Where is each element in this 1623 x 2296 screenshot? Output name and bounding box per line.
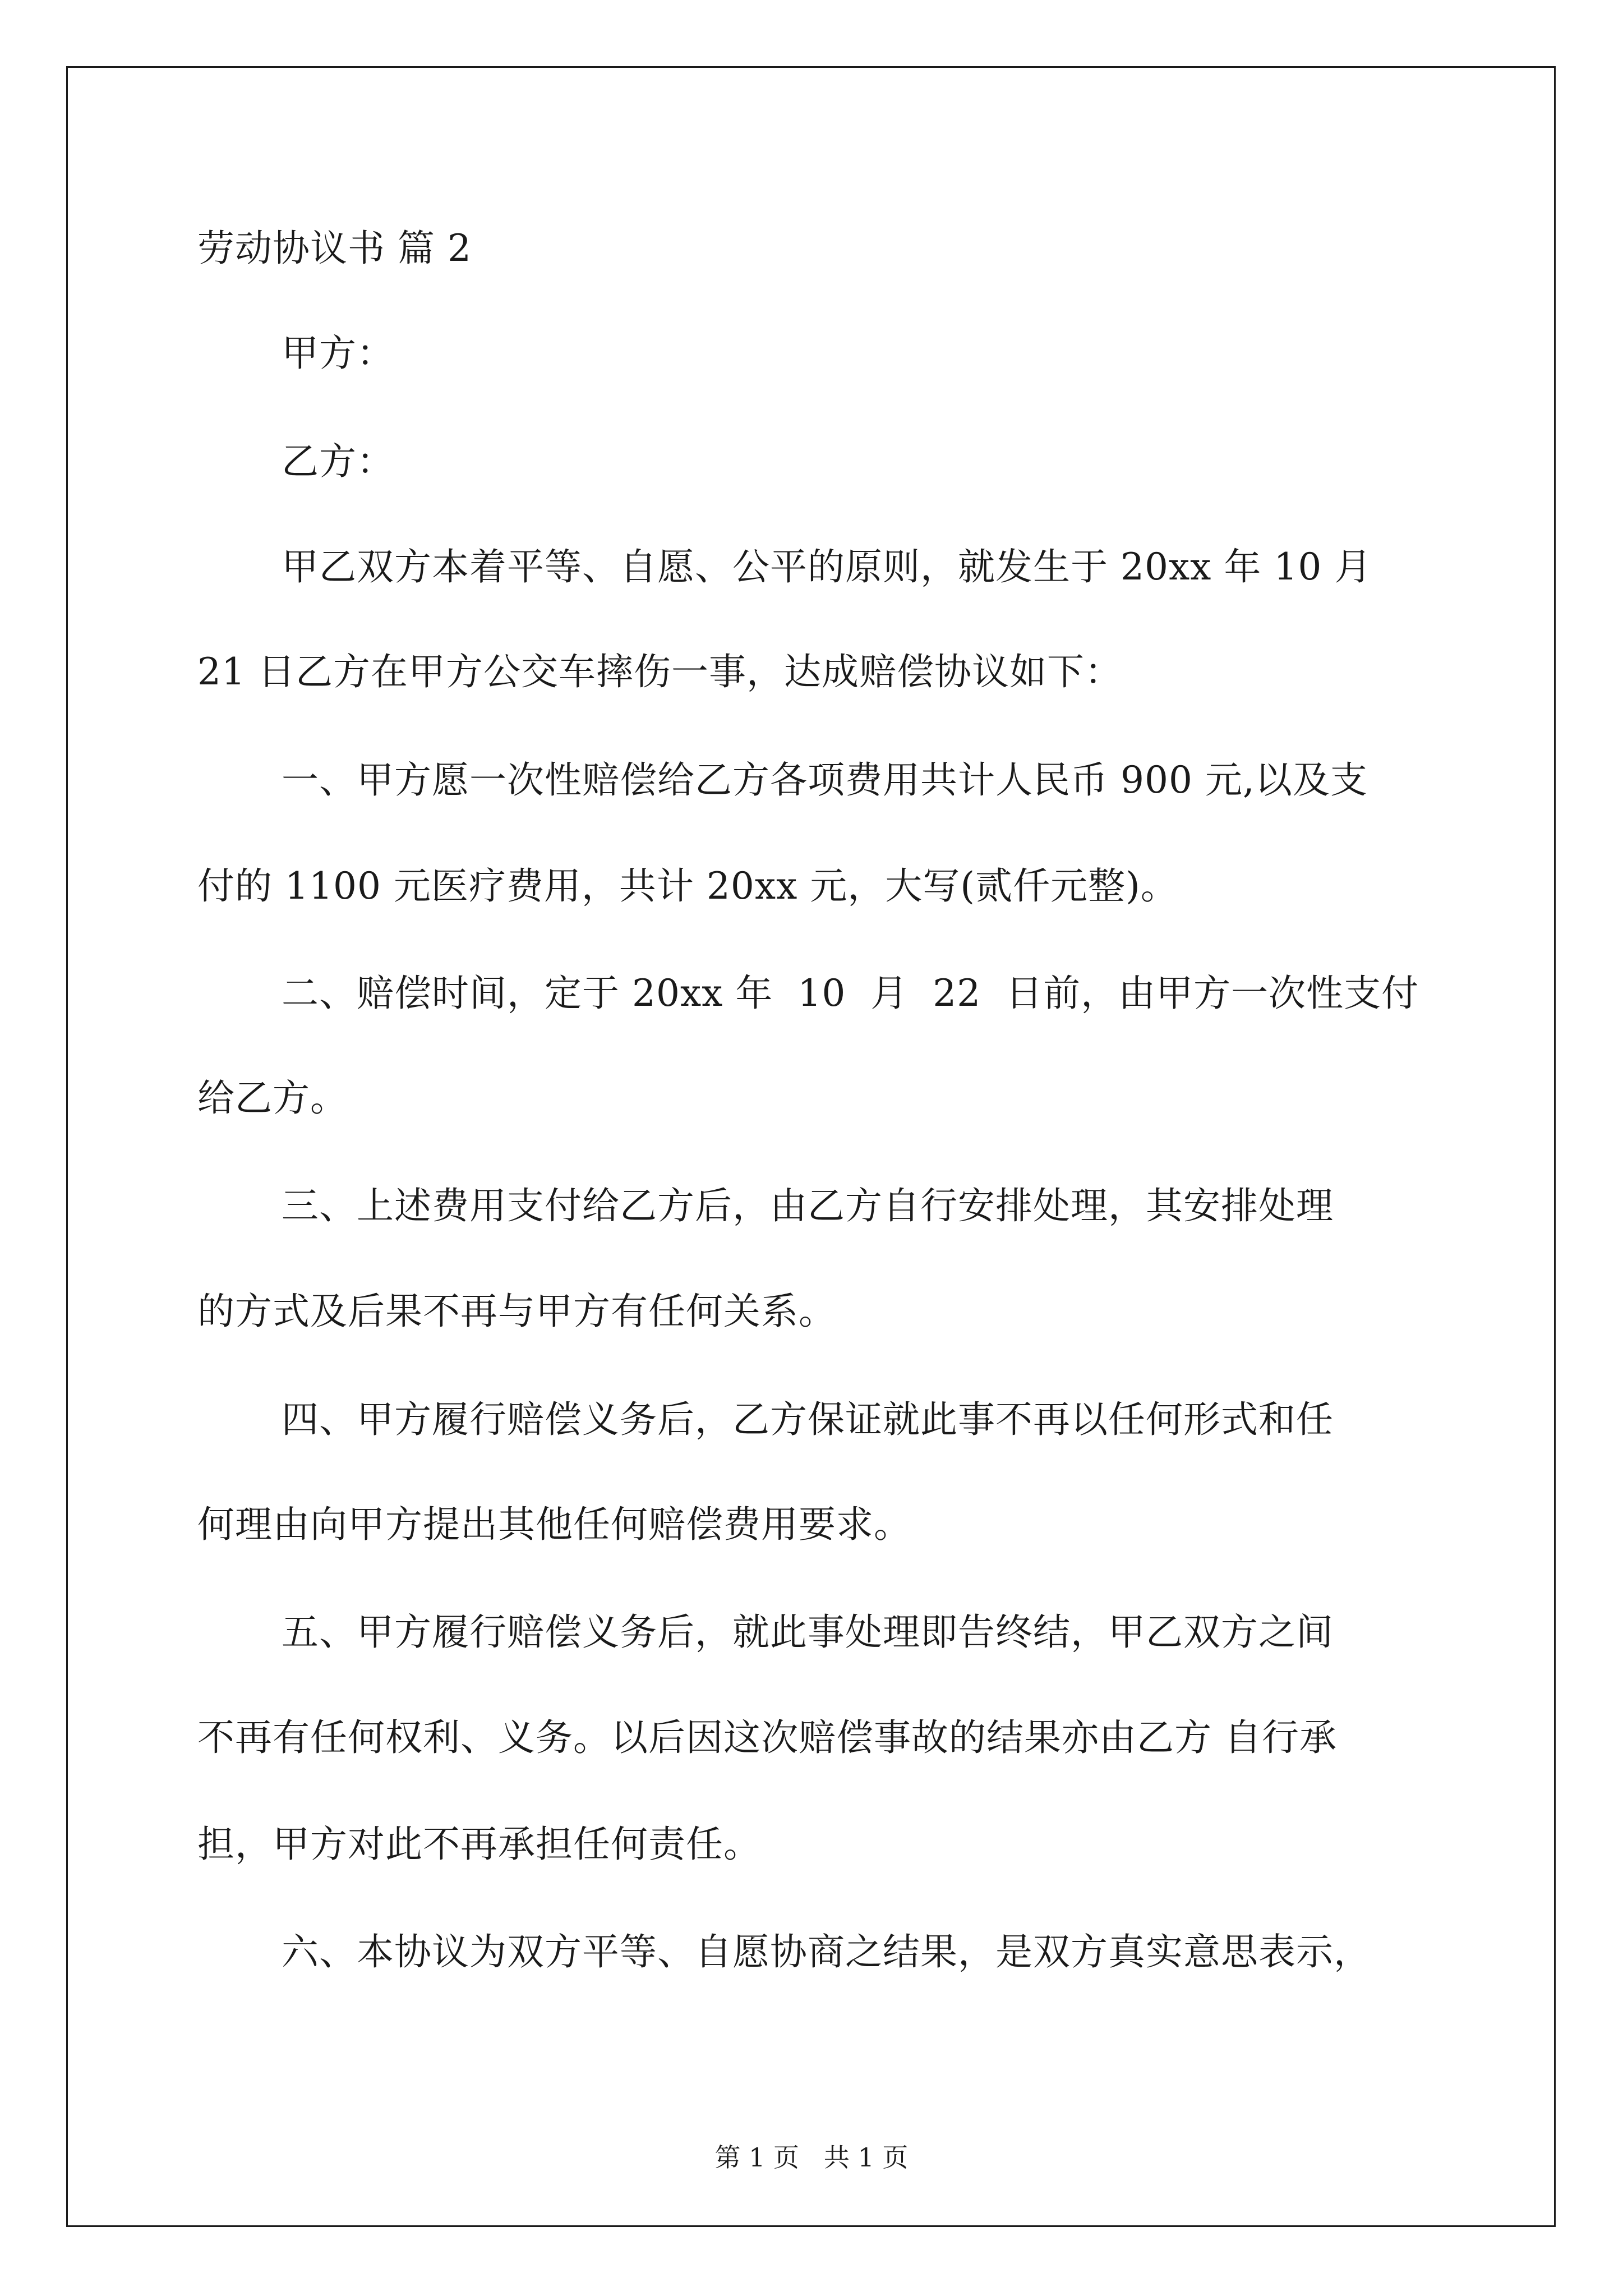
party-b-line: 乙方： [282, 440, 394, 483]
page-number-footer: 第 1 页 共 1 页 [714, 2142, 909, 2173]
paragraph-line: 不再有任何权利、义务。以后因这次赔偿事故的结果亦由乙方 自行承 [197, 1716, 1337, 1759]
paragraph-line: 给乙方。 [197, 1076, 348, 1120]
paragraph-line: 付的 1100 元医疗费用，共计 20xx 元，大写(贰仟元整)。 [197, 864, 1178, 908]
page-border [66, 66, 1556, 2227]
paragraph-line: 四、甲方履行赔偿义务后，乙方保证就此事不再以任何形式和任 [282, 1398, 1334, 1441]
paragraph-line: 何理由向甲方提出其他任何赔偿费用要求。 [197, 1503, 911, 1546]
paragraph-line: 担，甲方对此不再承担任何责任。 [197, 1823, 761, 1866]
paragraph-line: 甲乙双方本着平等、自愿、公平的原则，就发生于 20xx 年 10 月 [282, 545, 1372, 588]
paragraph-line: 三、上述费用支付给乙方后，由乙方自行安排处理，其安排处理 [282, 1184, 1334, 1227]
paragraph-line: 二、赔偿时间，定于 20xx 年 10 月 22 日前，由甲方一次性支付 [282, 972, 1419, 1015]
paragraph-line: 五、甲方履行赔偿义务后，就此事处理即告终结，甲乙双方之间 [282, 1611, 1334, 1654]
paragraph-line: 一、甲方愿一次性赔偿给乙方各项费用共计人民币 900 元,以及支 [282, 758, 1368, 802]
paragraph-line: 21 日乙方在甲方公交车摔伤一事，达成赔偿协议如下： [197, 650, 1122, 693]
paragraph-line: 的方式及后果不再与甲方有任何关系。 [197, 1290, 836, 1333]
party-a-line: 甲方： [282, 332, 394, 375]
paragraph-line: 六、本协议为双方平等、自愿协商之结果，是双方真实意思表示， [282, 1930, 1371, 1973]
document-title: 劳动协议书 篇 2 [197, 227, 472, 270]
